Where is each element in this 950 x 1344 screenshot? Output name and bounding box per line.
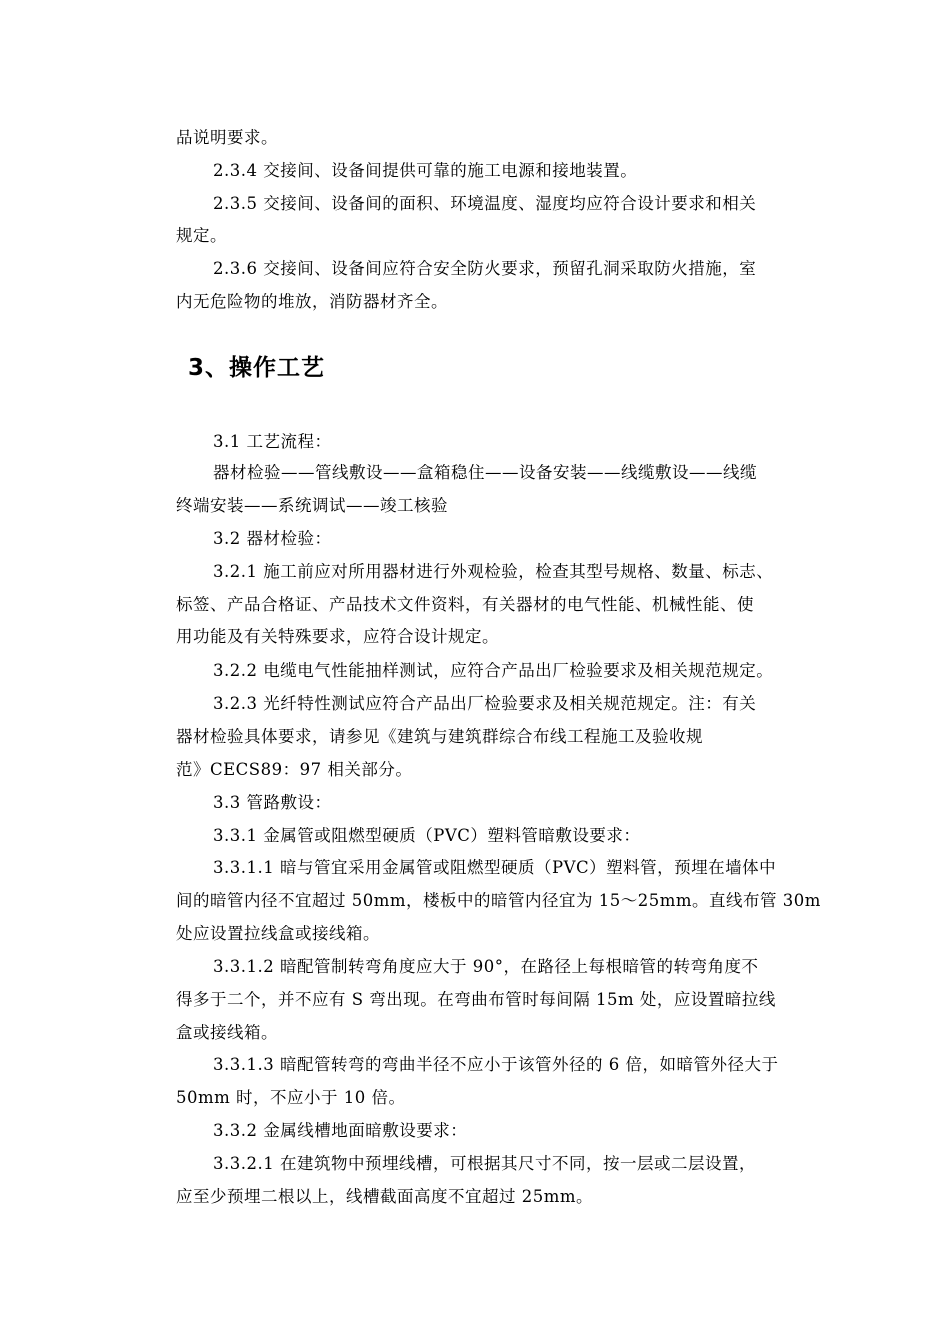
text-line: 盒或接线箱。 — [176, 1023, 278, 1042]
text-line: 内无危险物的堆放，消防器材齐全。 — [176, 292, 448, 311]
text-line: 3.1 工艺流程： — [213, 432, 332, 451]
text-line: 2.3.5 交接间、设备间的面积、环境温度、湿度均应符合设计要求和相关 — [213, 194, 757, 213]
text-line: 标签、产品合格证、产品技术文件资料，有关器材的电气性能、机械性能、使 — [176, 595, 754, 614]
text-line: 应至少预埋二根以上，线槽截面高度不宜超过 25mm。 — [176, 1187, 594, 1206]
text-line: 3.2.1 施工前应对所用器材进行外观检验，检查其型号规格、数量、标志、 — [213, 562, 774, 581]
text-line: 3.3 管路敷设： — [213, 793, 332, 812]
text-line: 规定。 — [176, 226, 227, 245]
text-line: 3.3.2.1 在建筑物中预埋线槽，可根据其尺寸不同，按一层或二层设置， — [213, 1154, 756, 1173]
text-line: 用功能及有关特殊要求，应符合设计规定。 — [176, 627, 499, 646]
text-line: 终端安装——系统调试——竣工核验 — [176, 496, 448, 515]
text-line: 3.3.2 金属线槽地面暗敷设要求： — [213, 1121, 468, 1140]
text-line: 3.3.1.2 暗配管制转弯角度应大于 90°，在路径上每根暗管的转弯角度不 — [213, 957, 759, 976]
text-line: 3.2.3 光纤特性测试应符合产品出厂检验要求及相关规范规定。注：有关 — [213, 694, 757, 713]
text-line: 3.3.1.1 暗与管宜采用金属管或阻燃型硬质（PVC）塑料管，预埋在墙体中 — [213, 858, 777, 877]
text-line: 器材检验具体要求，请参见《建筑与建筑群综合布线工程施工及验收规 — [176, 727, 703, 746]
section-heading: 3、操作工艺 — [188, 355, 326, 381]
text-line: 3.2 器材检验： — [213, 529, 332, 548]
text-line: 间的暗管内径不宜超过 50mm，楼板中的暗管内径宜为 15～25mm。直线布管 30m — [176, 891, 821, 910]
text-line: 2.3.4 交接间、设备间提供可靠的施工电源和接地装置。 — [213, 161, 638, 180]
text-line: 50mm 时，不应小于 10 倍。 — [176, 1088, 406, 1107]
text-line: 处应设置拉线盒或接线箱。 — [176, 924, 380, 943]
text-line: 3.3.1.3 暗配管转弯的弯曲半径不应小于该管外径的 6 倍，如暗管外径大于 — [213, 1055, 779, 1074]
text-line: 器材检验——管线敷设——盒箱稳住——设备安装——线缆敷设——线缆 — [213, 463, 757, 482]
text-line: 3.3.1 金属管或阻燃型硬质（PVC）塑料管暗敷设要求： — [213, 826, 641, 845]
text-line: 范》CECS89：97 相关部分。 — [176, 760, 413, 779]
text-line: 得多于二个，并不应有 S 弯出现。在弯曲布管时每间隔 15m 处，应设置暗拉线 — [176, 990, 776, 1009]
text-line: 3.2.2 电缆电气性能抽样测试，应符合产品出厂检验要求及相关规范规定。 — [213, 661, 774, 680]
text-line: 品说明要求。 — [176, 128, 278, 147]
text-line: 2.3.6 交接间、设备间应符合安全防火要求，预留孔洞采取防火措施，室 — [213, 259, 757, 278]
